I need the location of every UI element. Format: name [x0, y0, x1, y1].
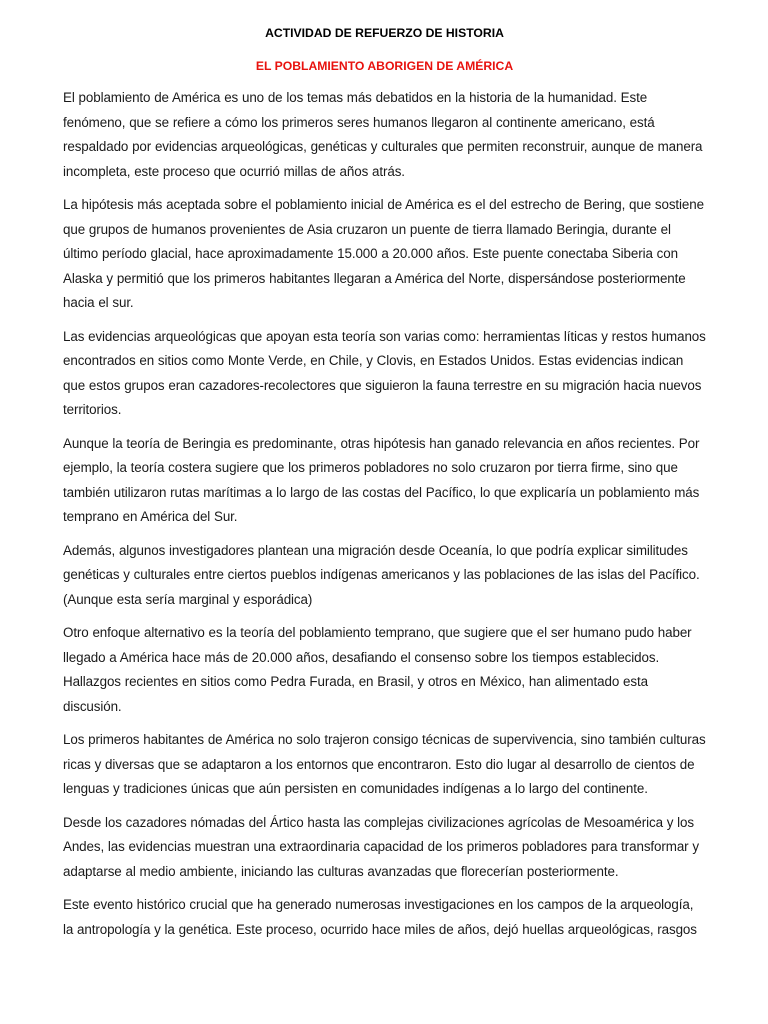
paragraph: El poblamiento de América es uno de los temas más debatidos en la historia de la humanidad. Este fenómeno, que se refiere a cómo los primeros seres humanos llegaron al continente americano, está respaldado por evidencias arqueológicas, genéticas y culturales que permiten reconstruir, aunque de manera incompleta, este proceso que ocurrió millas de años atrás. — [63, 90, 703, 179]
paragraph: Este evento histórico crucial que ha generado numerosas investigaciones en los campos de la arqueología, la antropología y la genética. Este proceso, ocurrido hace miles de años, dejó huellas arqueológicas, rasgos — [63, 897, 697, 937]
paragraph: Además, algunos investigadores plantean una migración desde Oceanía, lo que podría explicar similitudes genéticas y culturales entre ciertos pueblos indígenas americanos y las poblaciones de las islas del Pacífico. (Aunque esta sería marginal y esporádica) — [63, 542, 700, 607]
paragraph: Las evidencias arqueológicas que apoyan esta teoría son varias como: herramientas líticas y restos humanos encontrados en sitios como Monte Verde, en Chile, y Clovis, en Estados Unidos. Estas evidencias indican que estos grupos eran cazadores-recolectores que siguieron la fauna terrestre en su migración hacia nuevos territorios. — [63, 328, 706, 417]
paragraph: Los primeros habitantes de América no solo trajeron consigo técnicas de supervivencia, sino también culturas ricas y diversas que se adaptaron a los entornos que encontraron. Esto dio lugar al desarrollo de cientos de lenguas y tradiciones únicas que aún persisten en comunidades indígenas a lo largo del continente. — [63, 732, 706, 796]
paragraph: La hipótesis más aceptada sobre el poblamiento inicial de América es el del estrecho de Bering, que sostiene que grupos de humanos provenientes de Asia cruzaron un puente de tierra llamado Beringia, durante el último período glacial, hace aproximadamente 15.000 a 20.000 años. Este puente conectaba Siberia con Alaska y permitió que los primeros habitantes llegaran a América del Norte, dispersándose posteriormente hacia el sur. — [63, 197, 704, 310]
paragraph: Desde los cazadores nómadas del Ártico hasta las complejas civilizaciones agrícolas de Mesoamérica y los Andes, las evidencias muestran una extraordinaria capacidad de los primeros pobladores para transformar y adaptarse al medio ambiente, iniciando las culturas avanzadas que florecerían posteriormente. — [63, 814, 699, 879]
paragraph: Aunque la teoría de Beringia es predominante, otras hipótesis han ganado relevancia en años recientes. Por ejemplo, la teoría costera sugiere que los primeros pobladores no solo cruzaron por tierra firme, sino que también utilizaron rutas marítimas a lo largo de las costas del Pacífico, lo que explicaría un poblamiento más temprano en América del Sur. — [63, 435, 700, 524]
document-subtitle: EL POBLAMIENTO ABORIGEN DE AMÉRICA — [255, 59, 514, 73]
paragraph: Otro enfoque alternativo es la teoría del poblamiento temprano, que sugiere que el ser humano pudo haber llegado a América hace más de 20.000 años, desafiando el consenso sobre los tiempos establecidos. Hallazgos recientes en sitios como Pedra Furada, en Brasil, y otros en México, han alimentado esta discusión. — [63, 625, 692, 714]
document-title: ACTIVIDAD DE REFUERZO DE HISTORIA — [265, 26, 504, 40]
document-body — [63, 86, 706, 942]
